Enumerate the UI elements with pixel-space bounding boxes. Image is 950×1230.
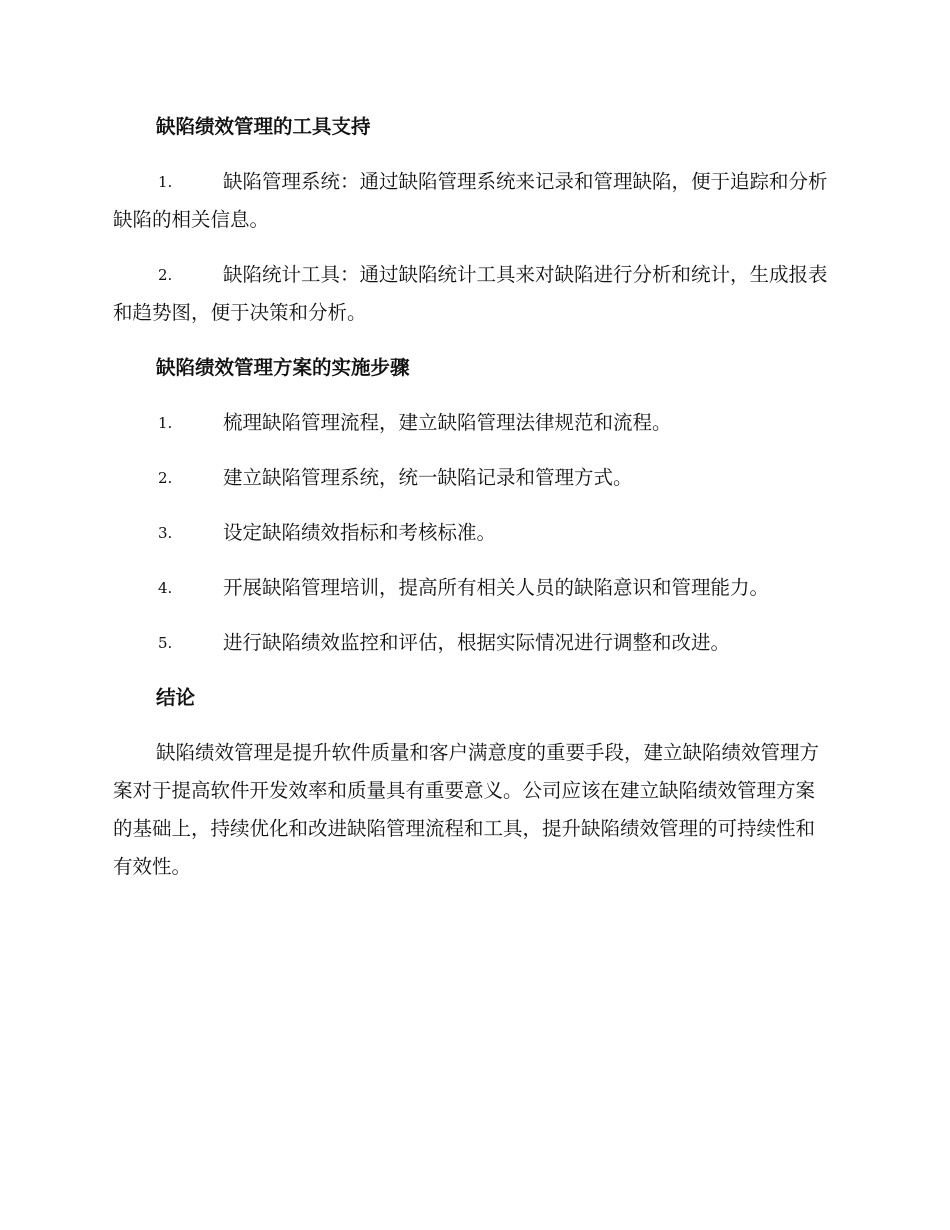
list-number: 5. [158, 634, 173, 652]
steps-list [113, 404, 833, 662]
list-item-text: 缺陷管理系统：通过缺陷管理系统来记录和管理缺陷，便于追踪和分析缺陷的相关信息。 [113, 170, 828, 231]
document-body [113, 108, 833, 903]
list-item [113, 256, 833, 332]
list-number: 4. [158, 579, 173, 597]
list-number: 1. [158, 414, 173, 432]
conclusion-paragraph: 缺陷绩效管理是提升软件质量和客户满意度的重要手段，建立缺陷绩效管理方案对于提高软件开发效率和质量具有重要意义。公司应该在建立缺陷绩效管理方案的基础上，持续优化和改进缺陷管理流程和工具，提升缺陷绩效管理的可持续性和有效性。 [113, 741, 820, 878]
list-number: 2. [158, 469, 173, 487]
section-heading-steps: 缺陷绩效管理方案的实施步骤 [156, 356, 410, 379]
list-number: 3. [158, 524, 173, 542]
list-item-text: 设定缺陷绩效指标和考核标准。 [223, 521, 497, 544]
list-item-text: 缺陷统计工具：通过缺陷统计工具来对缺陷进行分析和统计，生成报表和趋势图，便于决策和分析。 [113, 263, 828, 324]
section-heading-tools: 缺陷绩效管理的工具支持 [156, 115, 371, 138]
list-item [113, 459, 833, 497]
list-item [113, 514, 833, 552]
list-number: 2. [158, 266, 173, 284]
list-item-text: 开展缺陷管理培训，提高所有相关人员的缺陷意识和管理能力。 [223, 576, 770, 599]
list-item [113, 569, 833, 607]
tools-list [113, 163, 833, 332]
list-number: 1. [158, 173, 173, 191]
list-item-text: 建立缺陷管理系统，统一缺陷记录和管理方式。 [223, 466, 633, 489]
list-item-text: 进行缺陷绩效监控和评估，根据实际情况进行调整和改进。 [223, 631, 731, 654]
list-item [113, 404, 833, 442]
section-heading-conclusion: 结论 [156, 686, 196, 709]
list-item [113, 624, 833, 662]
list-item [113, 163, 833, 239]
list-item-text: 梳理缺陷管理流程，建立缺陷管理法律规范和流程。 [223, 411, 672, 434]
